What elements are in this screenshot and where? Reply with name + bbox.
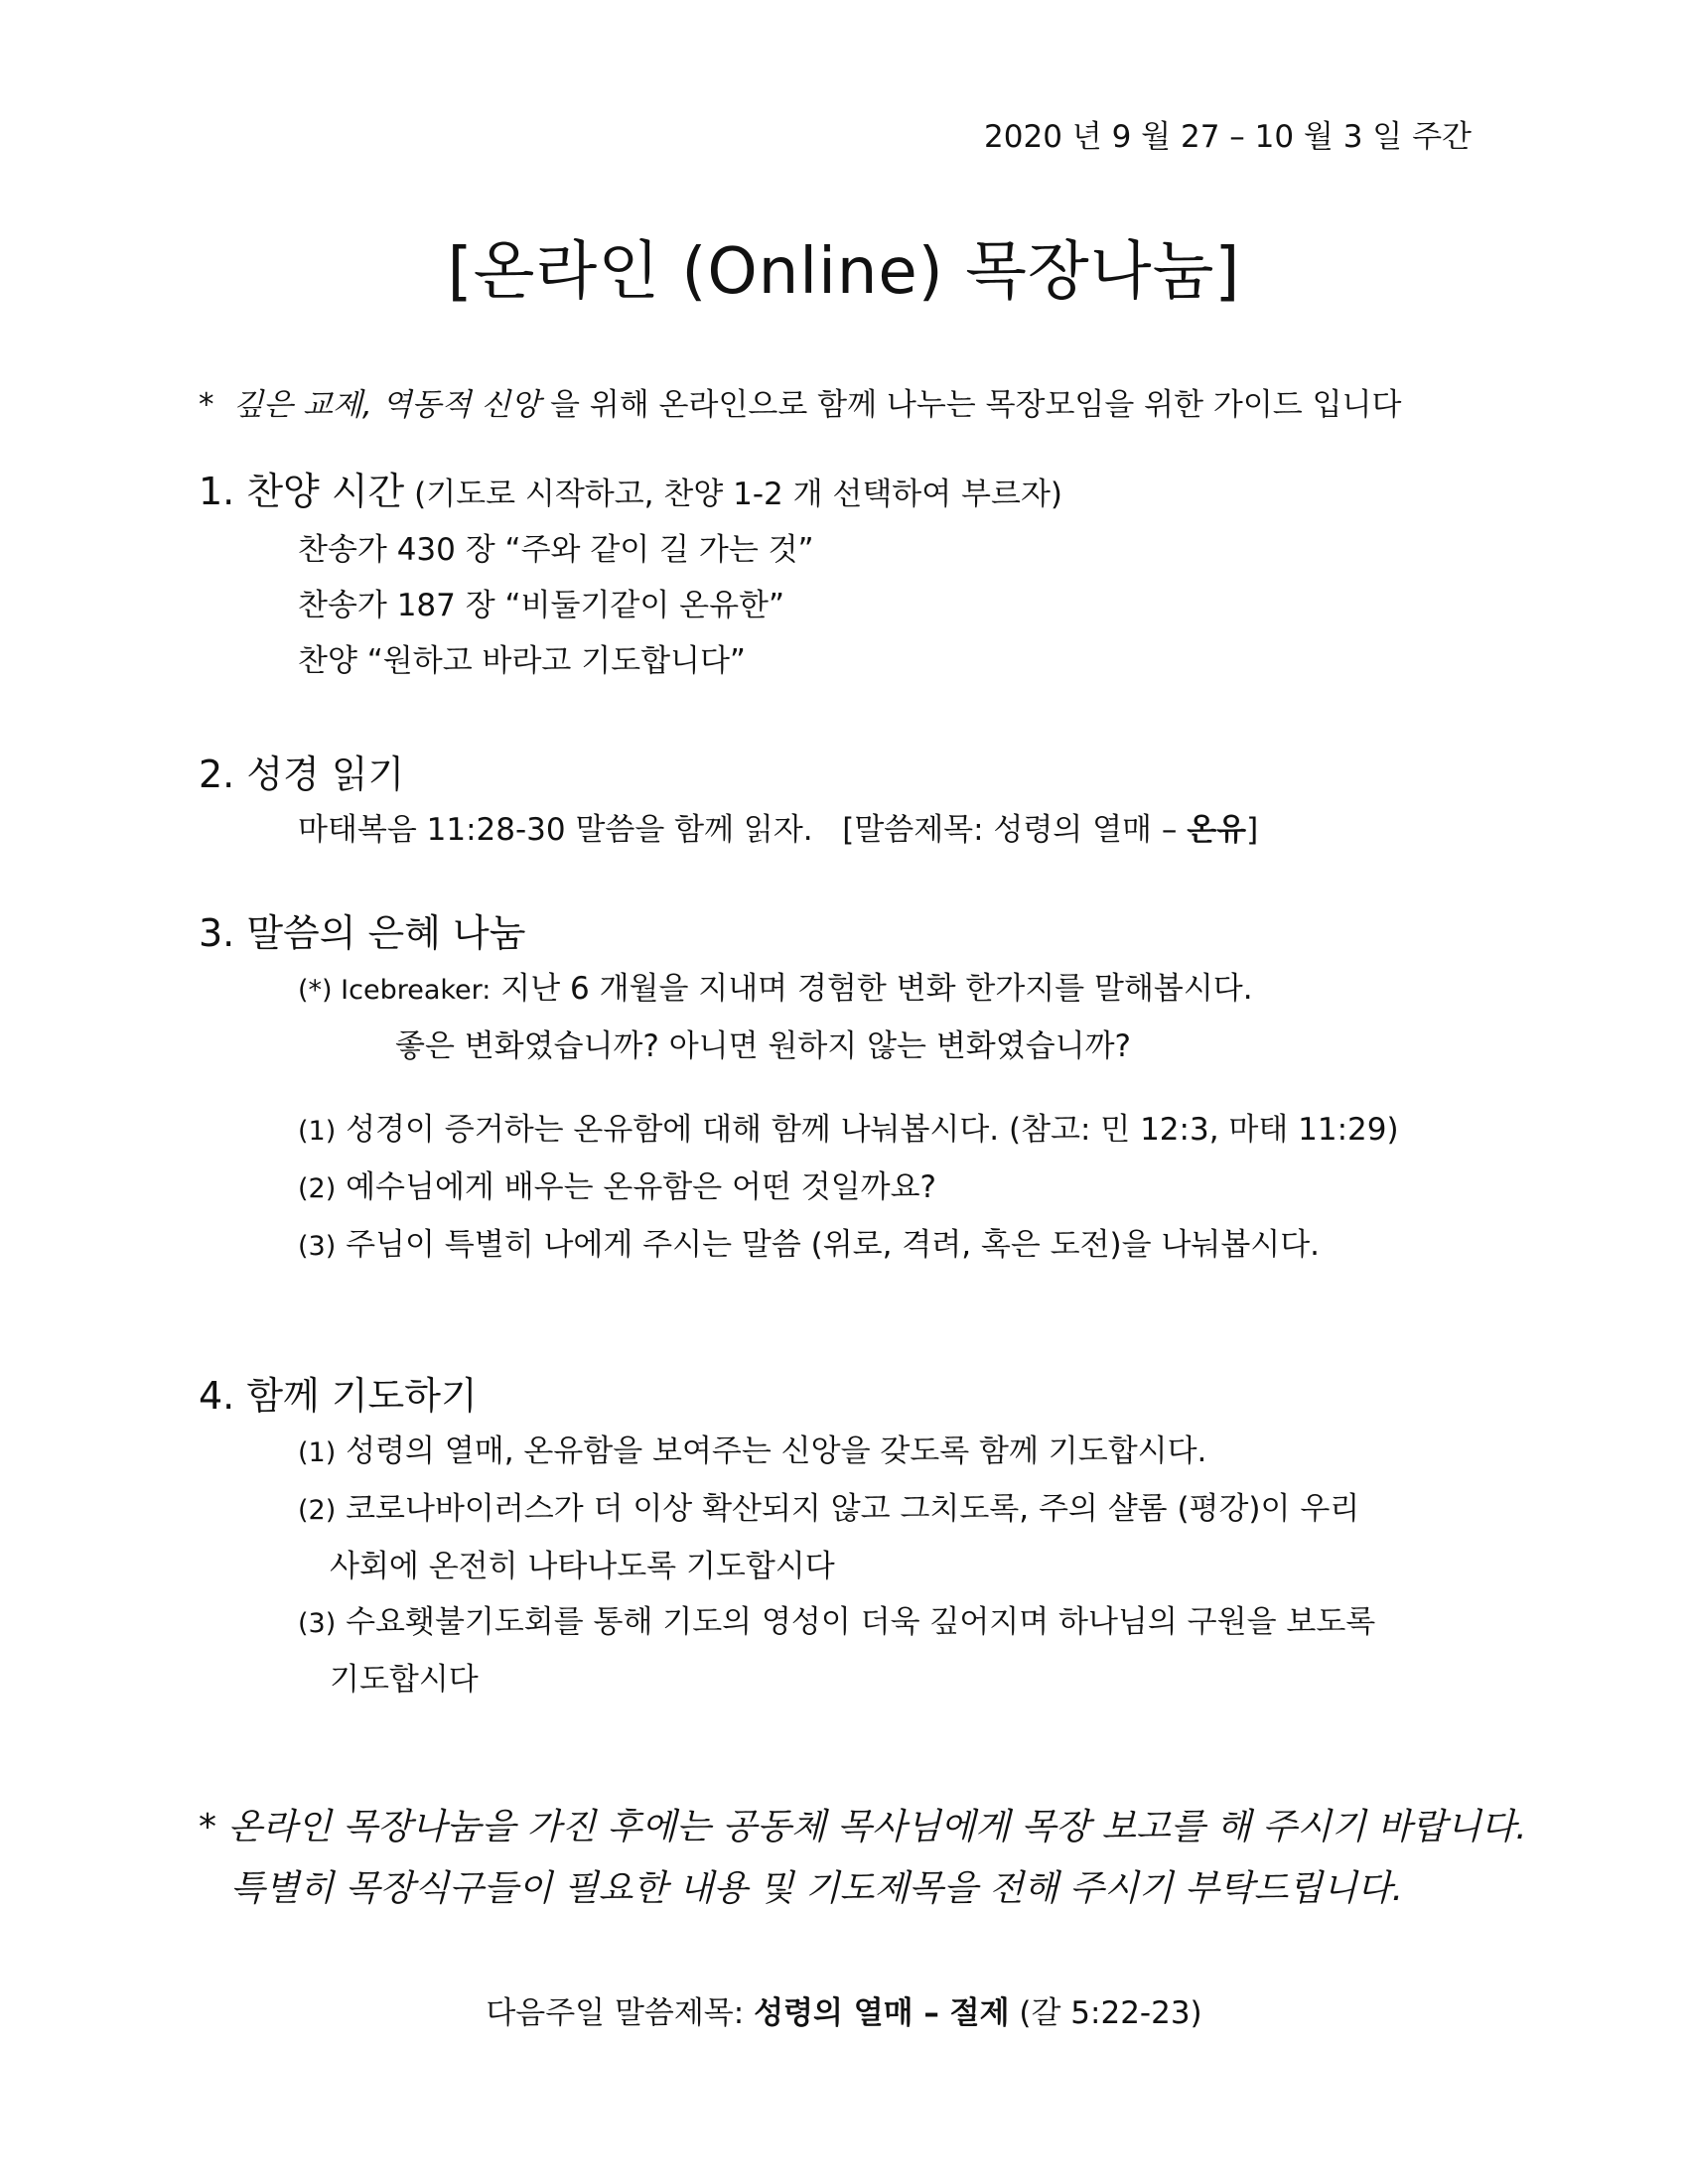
- intro-line: [199, 379, 1401, 424]
- prayer-text: 코로나바이러스가 더 이상 확산되지 않고 그치도록, 주의 샬롬 (평강)이 우리: [336, 1491, 1360, 1527]
- next-week-label: 다음주일 말씀제목:: [486, 1995, 755, 2031]
- next-week-topic: [0, 1987, 1688, 2032]
- question-text: 성경이 증거하는 온유함에 대해 함께 나눠봅시다. (참고: 민 12:3, 마태 11:29): [336, 1112, 1399, 1148]
- prayer-continuation: 기도합시다: [330, 1662, 479, 1698]
- intro-prefix: *: [199, 387, 214, 423]
- section-praise: [199, 464, 1062, 689]
- section-heading: 4. 함께 기도하기: [199, 1374, 478, 1418]
- song-item: 찬양 “원하고 바라고 기도합니다”: [298, 643, 746, 679]
- prayer-item: [298, 1481, 1375, 1539]
- closing-line: * 온라인 목장나눔을 가진 후에는 공동체 목사님에게 목장 보고를 해 주시기 바랍니다.: [199, 1807, 1527, 1847]
- section-scripture: [199, 747, 1258, 858]
- icebreaker-line: [199, 961, 1399, 1019]
- prayer-item: [298, 1594, 1375, 1652]
- section-heading: 3. 말씀의 은혜 나눔: [199, 911, 526, 955]
- heading-note: (기도로 시작하고, 찬양 1-2 개 선택하여 부르자): [404, 477, 1062, 512]
- question-number: (1): [298, 1116, 337, 1147]
- song-item: 찬송가 187 장 “비둘기같이 온유한”: [298, 588, 785, 623]
- prayer-number: (3): [298, 1608, 337, 1639]
- closing-line: 특별히 목장식구들이 필요한 내용 및 기도제목을 전해 주시기 부탁드립니다.: [230, 1868, 1404, 1909]
- prayer-item: [298, 1424, 1375, 1481]
- song-item: 찬송가 430 장 “주와 같이 길 가는 것”: [298, 532, 814, 568]
- next-week-ref: (갈 5:22-23): [1009, 1995, 1202, 2031]
- intro-lead: 깊은 교제, 역동적 신앙: [233, 387, 541, 423]
- prayer-number: (1): [298, 1437, 337, 1468]
- question-number: (2): [298, 1173, 337, 1204]
- section-heading: 2. 성경 읽기: [199, 752, 405, 796]
- question-item: [298, 1102, 1399, 1160]
- date-line: 2020 년 9 월 27 – 10 월 3 일 주간: [984, 119, 1472, 155]
- topic-suffix: ]: [1246, 812, 1259, 848]
- icebreaker-label: (*) Icebreaker:: [298, 975, 492, 1006]
- icebreaker-followup: 좋은 변화였습니까? 아니면 원하지 않는 변화였습니까?: [395, 1028, 1131, 1064]
- reading-text: 마태복음 11:28-30 말씀을 함께 읽자.: [298, 812, 813, 848]
- prayer-number: (2): [298, 1495, 337, 1526]
- question-item: [298, 1217, 1399, 1275]
- next-week-title: 성령의 열매 – 절제: [754, 1995, 1010, 2031]
- topic-bold: 온유: [1187, 812, 1247, 848]
- prayer-continuation: 사회에 온전히 나타나도록 기도합시다: [330, 1549, 835, 1584]
- reading-line: [199, 802, 1258, 858]
- topic-prefix: [말씀제목: 성령의 열매 –: [842, 812, 1188, 848]
- question-text: 주님이 특별히 나에게 주시는 말씀 (위로, 격려, 혹은 도전)을 나눠봅시다.: [336, 1227, 1321, 1263]
- song-list: [199, 522, 1062, 689]
- question-text: 예수님에게 배우는 온유함은 어떤 것일까요?: [336, 1169, 936, 1205]
- icebreaker-text: 지난 6 개월을 지내며 경험한 변화 한가지를 말해봅시다.: [491, 971, 1253, 1007]
- prayer-text: 수요횃불기도회를 통해 기도의 영성이 더욱 깊어지며 하나님의 구원을 보도록: [336, 1604, 1376, 1640]
- intro-rest: 을 위해 온라인으로 함께 나누는 목장모임을 위한 가이드 입니다: [540, 387, 1402, 423]
- prayer-list: [199, 1424, 1375, 1707]
- question-item: [298, 1160, 1399, 1217]
- section-heading: [199, 464, 1062, 522]
- section-prayer: [199, 1368, 1375, 1707]
- question-number: (3): [298, 1231, 337, 1262]
- prayer-text: 성령의 열매, 온유함을 보여주는 신앙을 갖도록 함께 기도합시다.: [336, 1433, 1207, 1469]
- heading-text: 1. 찬양 시간: [199, 470, 405, 513]
- page-title: [온라인 (Online) 목장나눔]: [447, 235, 1241, 309]
- question-list: [199, 1102, 1399, 1275]
- closing-note: [199, 1797, 1527, 1920]
- section-sharing: [199, 905, 1399, 1275]
